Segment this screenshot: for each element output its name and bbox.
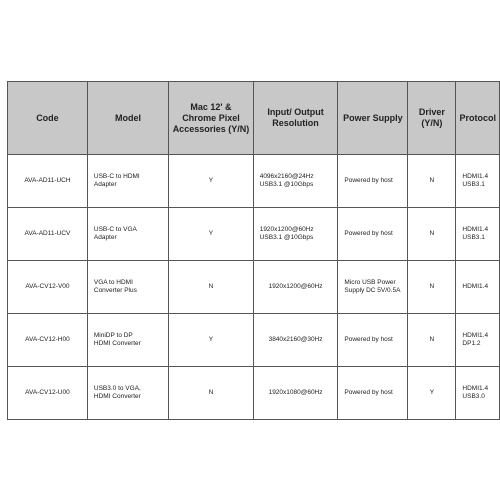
cell-code: AVA-AD11-UCH [8,155,88,208]
cell-mac: N [169,261,253,314]
header-resolution: Input/ Output Resolution [253,82,338,155]
cell-driver: N [408,261,456,314]
header-power-supply: Power Supply [338,82,408,155]
spec-table-container [7,81,500,420]
cell-code: AVA-AD11-UCV [8,208,88,261]
cell-protocol: HDMI1.4 USB3.0 [456,367,500,420]
cell-model: USB3.0 to VGA, HDMI Converter [87,367,168,420]
cell-code: AVA-CV12-H00 [8,314,88,367]
cell-power: Powered by host [338,314,408,367]
cell-model: USB-C to HDMI Adapter [87,155,168,208]
header-mac-accessories: Mac 12' & Chrome Pixel Accessories (Y/N) [169,82,253,155]
cell-resolution: 1920x1080@60Hz [253,367,338,420]
cell-protocol: HDMI1.4 DP1.2 [456,314,500,367]
header-protocol: Protocol [456,82,500,155]
cell-model: USB-C to VGA Adapter [87,208,168,261]
cell-mac: Y [169,208,253,261]
table-row [8,155,500,208]
cell-power: Powered by host [338,367,408,420]
cell-protocol: HDMI1.4 USB3.1 [456,208,500,261]
header-driver: Driver (Y/N) [408,82,456,155]
table-row [8,314,500,367]
cell-driver: N [408,314,456,367]
table-row [8,367,500,420]
cell-model: MiniDP to DP HDMI Converter [87,314,168,367]
cell-driver: N [408,208,456,261]
cell-model: VGA to HDMI Converter Plus [87,261,168,314]
cell-power: Powered by host [338,155,408,208]
cell-resolution: 3840x2160@30Hz [253,314,338,367]
cell-mac: Y [169,155,253,208]
header-model: Model [87,82,168,155]
table-row [8,208,500,261]
cell-protocol: HDMI1.4 USB3.1 [456,155,500,208]
cell-code: AVA-CV12-U00 [8,367,88,420]
cell-power: Micro USB Power Supply DC 5V/0.5A [338,261,408,314]
header-code: Code [8,82,88,155]
cell-mac: Y [169,314,253,367]
cell-resolution: 1920x1200@60Hz [253,261,338,314]
cell-driver: N [408,155,456,208]
cell-resolution: 4096x2160@24Hz USB3.1 @10Gbps [253,155,338,208]
spec-table [7,81,500,420]
cell-resolution: 1920x1200@60Hz USB3.1 @10Gbps [253,208,338,261]
header-row [8,82,500,155]
cell-protocol: HDMI1.4 [456,261,500,314]
cell-power: Powered by host [338,208,408,261]
cell-mac: N [169,367,253,420]
cell-driver: Y [408,367,456,420]
cell-code: AVA-CV12-V00 [8,261,88,314]
table-row [8,261,500,314]
